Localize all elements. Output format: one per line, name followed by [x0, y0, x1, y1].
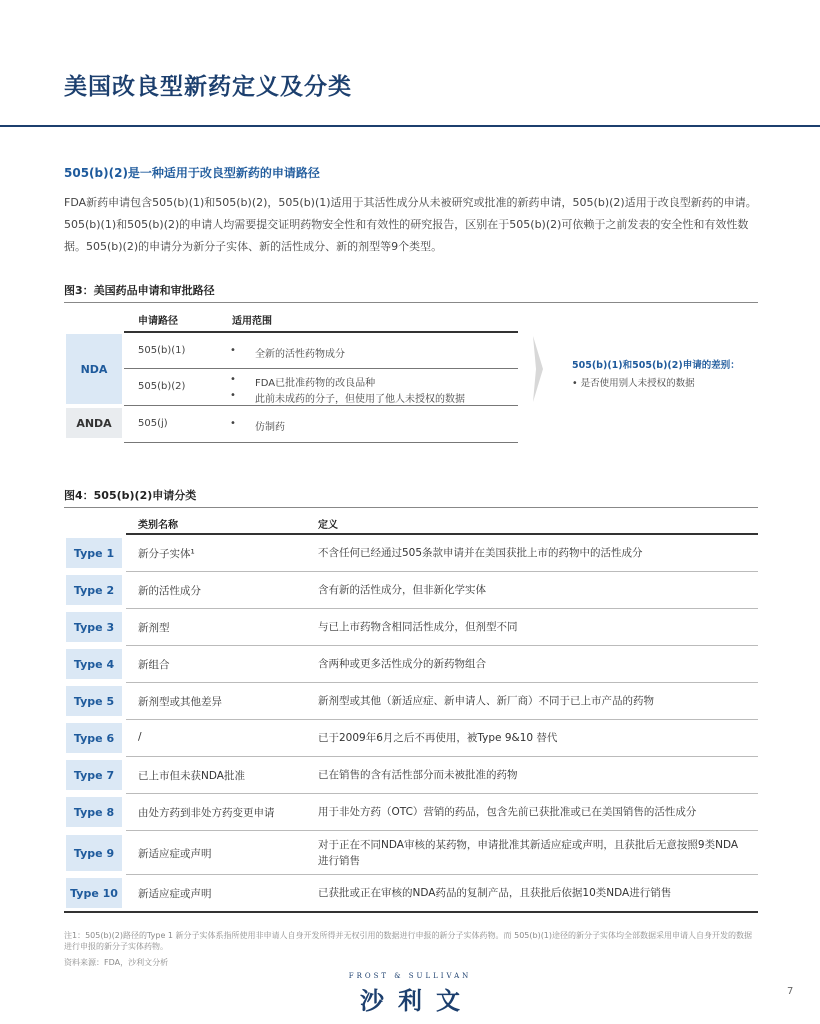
type-definition: 对于正在不同NDA审核的某药物，申请批准其新适应症或声明，且获批后无意按照9类NDA进行销售 [318, 839, 739, 867]
type-definition: 已获批或正在审核的NDA药品的复制产品，且获批后依据10类NDA进行销售 [318, 887, 672, 899]
path-b1: 505(b)(1) [138, 345, 186, 356]
figure3-title: 图3：美国药品申请和审批路径 [64, 284, 215, 297]
type-name: / [138, 731, 142, 743]
scope-j-item: 仿制药 [255, 422, 285, 433]
type-definition: 含两种或更多活性成分的新药物组合 [318, 658, 486, 670]
figure3-bottom-line [124, 442, 518, 443]
anda-label: ANDA [66, 408, 122, 438]
logo-english: FROST & SULLIVAN [348, 972, 472, 980]
figure3-header-line [124, 331, 518, 333]
type-chip: Type 2 [66, 575, 122, 605]
table-row-line [126, 719, 758, 720]
footnote: 注1：505(b)(2)路径的Type 1 新分子实体系指所使用非申请人自身开发所得并无权引用的数据进行申报的新分子实体药物。而 505(b)(1)途径的新分子实体均全部数据采用申请人自身开发的数据进行申报的新分子实体药物。 [64, 931, 753, 951]
callout-bullet: • 是否使用别人未授权的数据 [572, 378, 695, 389]
type-chip: Type 4 [66, 649, 122, 679]
scope-b2-item-2: 此前未成药的分子，但使用了他人未授权的数据 [255, 394, 465, 405]
logo-chinese: 沙利文 [360, 987, 474, 1015]
table-row-line [126, 571, 758, 572]
path-b2: 505(b)(2) [138, 381, 186, 392]
type-name: 新适应症或声明 [138, 888, 212, 900]
figure4-header-line [126, 533, 758, 535]
type-chip: Type 10 [66, 878, 122, 908]
table-row-line [126, 830, 758, 831]
type-name: 新剂型或其他差异 [138, 696, 222, 708]
type-definition: 用于非处方药（OTC）营销的药品，包含先前已获批准或已在美国销售的活性成分 [318, 806, 697, 818]
scope-b2-item-1: FDA已批准药物的改良品种 [255, 378, 376, 389]
type-name: 新组合 [138, 659, 170, 671]
figure4-title: 图4：505(b)(2)申请分类 [64, 489, 197, 502]
type-name: 由处方药到非处方药变更申请 [138, 807, 275, 819]
table-row-line [126, 756, 758, 757]
figure3-header-path: 申请路径 [138, 316, 178, 327]
type-name: 新剂型 [138, 622, 170, 634]
scope-b1-item: 全新的活性药物成分 [255, 349, 345, 360]
type-chip: Type 8 [66, 797, 122, 827]
nda-label: NDA [66, 334, 122, 404]
type-name: 新适应症或声明 [138, 848, 212, 860]
figure3-rule [64, 302, 758, 303]
type-definition: 已于2009年6月之后不再使用，被Type 9&10 替代 [318, 732, 558, 744]
figure3-row-line [124, 368, 518, 369]
figure3-row-line [124, 405, 518, 406]
path-j: 505(j) [138, 418, 168, 429]
bullet: • [230, 345, 236, 356]
type-chip: Type 5 [66, 686, 122, 716]
type-name: 已上市但未获NDA批准 [138, 770, 245, 782]
source-note: 资料来源：FDA，沙利文分析 [64, 958, 169, 967]
figure4-header-definition: 定义 [318, 520, 338, 531]
table-row-line [126, 874, 758, 875]
chevron-right-icon [533, 336, 543, 402]
title-divider [0, 125, 820, 127]
table-row-line [126, 682, 758, 683]
type-definition: 不含任何已经通过505条款申请并在美国获批上市的药物中的活性成分 [318, 547, 643, 559]
figure4-header-name: 类别名称 [138, 520, 178, 531]
bullet: • [230, 418, 236, 429]
type-name: 新分子实体¹ [138, 548, 195, 560]
section-subheading: 505(b)(2)是一种适用于改良型新药的申请路径 [64, 166, 320, 180]
type-chip: Type 9 [66, 835, 122, 871]
type-chip: Type 3 [66, 612, 122, 642]
type-chip: Type 7 [66, 760, 122, 790]
table-row-line [126, 645, 758, 646]
type-definition: 新剂型或其他（新适应症、新申请人、新厂商）不同于已上市产品的药物 [318, 695, 654, 707]
table-bottom-line [64, 911, 758, 913]
bullet: • [230, 390, 236, 401]
type-definition: 与已上市药物含相同活性成分，但剂型不同 [318, 621, 518, 633]
intro-paragraph: FDA新药申请包含505(b)(1)和505(b)(2)，505(b)(1)适用于其活性成分从未被研究或批准的新药申请，505(b)(2)适用于改良型新药的申请。505(b)(1)和505(b)(2)的申请人均需要提交证明药物安全性和有效性的研究报告，区别在于505(b)(2)可依赖于之前发表的安全性和有效性数据。505(b)(2)的申请分为新分子实体、新的活性成分、新的剂型等9个类型。 [64, 196, 757, 253]
figure4-rule [64, 507, 758, 508]
type-chip: Type 6 [66, 723, 122, 753]
page-number: 7 [787, 986, 794, 997]
type-name: 新的活性成分 [138, 585, 201, 597]
table-row-line [126, 608, 758, 609]
figure3-header-scope: 适用范围 [232, 316, 272, 327]
callout-title: 505(b)(1)和505(b)(2)申请的差别： [572, 360, 740, 371]
type-definition: 含有新的活性成分，但非新化学实体 [318, 584, 486, 596]
type-definition: 已在销售的含有活性部分而未被批准的药物 [318, 769, 518, 781]
page-title: 美国改良型新药定义及分类 [64, 74, 352, 100]
bullet: • [230, 374, 236, 385]
type-chip: Type 1 [66, 538, 122, 568]
table-row-line [126, 793, 758, 794]
